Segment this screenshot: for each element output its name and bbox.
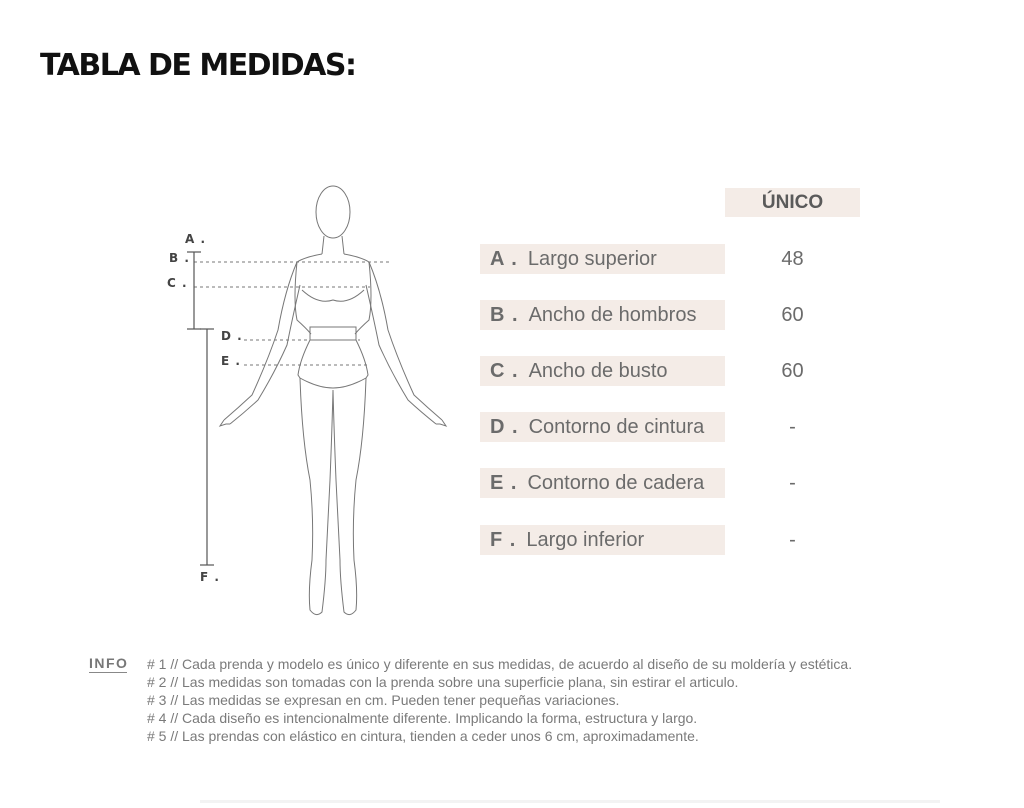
- measure-value-d: -: [789, 415, 796, 438]
- info-note-1: # 1 // Cada prenda y modelo es único y diferente en sus medidas, de acuerdo al diseño de su moldería y estética.: [147, 656, 853, 672]
- info-note-3: # 3 // Las medidas se expresan en cm. Pueden tener pequeñas variaciones.: [147, 692, 620, 708]
- info-note-5: # 5 // Las prendas con elástico en cintura, tienden a ceder unos 6 cm, aproximadamente.: [147, 728, 699, 744]
- measure-value-f: -: [789, 528, 796, 551]
- info-heading: INFO: [89, 655, 129, 671]
- row-letter: A .: [490, 247, 518, 270]
- measure-row-a: [480, 244, 725, 274]
- measure-value-b: 60: [781, 303, 804, 326]
- mark-label-e: E .: [221, 354, 241, 368]
- row-label-text: Contorno de cadera: [527, 471, 705, 494]
- page-title: TABLA DE MEDIDAS:: [40, 48, 356, 83]
- bottom-divider: [200, 800, 940, 803]
- measure-row-b: [480, 300, 725, 330]
- info-note-4: # 4 // Cada diseño es intencionalmente diferente. Implicando la forma, estructura y largo.: [147, 710, 698, 726]
- mark-label-a: A .: [185, 232, 207, 246]
- row-label-text: Ancho de hombros: [528, 303, 697, 326]
- body-figure-diagram: [150, 180, 460, 630]
- mark-label-f: F .: [200, 570, 220, 584]
- measure-row-f: [480, 525, 725, 555]
- measure-row-e: [480, 468, 725, 498]
- row-label-text: Ancho de busto: [528, 359, 668, 382]
- size-header-unico: ÚNICO: [725, 188, 860, 217]
- mark-label-b: B .: [169, 251, 190, 265]
- row-label-text: Largo superior: [527, 247, 657, 270]
- row-letter: B .: [490, 303, 519, 326]
- measure-row-c: [480, 356, 725, 386]
- info-notes: [147, 655, 852, 745]
- row-letter: C .: [490, 359, 519, 382]
- row-label-text: Contorno de cintura: [528, 415, 705, 438]
- row-letter: E .: [490, 471, 518, 494]
- row-letter: D .: [490, 415, 519, 438]
- measure-value-a: 48: [781, 247, 804, 270]
- figure-outline: [220, 186, 446, 615]
- info-note-2: # 2 // Las medidas son tomadas con la prenda sobre una superficie plana, sin estirar el articulo.: [147, 674, 739, 690]
- info-underline: [89, 672, 127, 673]
- measure-value-c: 60: [781, 359, 804, 382]
- measure-row-d: [480, 412, 725, 442]
- row-letter: F .: [490, 528, 517, 551]
- measure-value-e: -: [789, 471, 796, 494]
- mark-label-c: C .: [167, 276, 188, 290]
- mark-label-d: D .: [221, 329, 243, 343]
- measurement-bars: [187, 252, 214, 565]
- row-label-text: Largo inferior: [526, 528, 645, 551]
